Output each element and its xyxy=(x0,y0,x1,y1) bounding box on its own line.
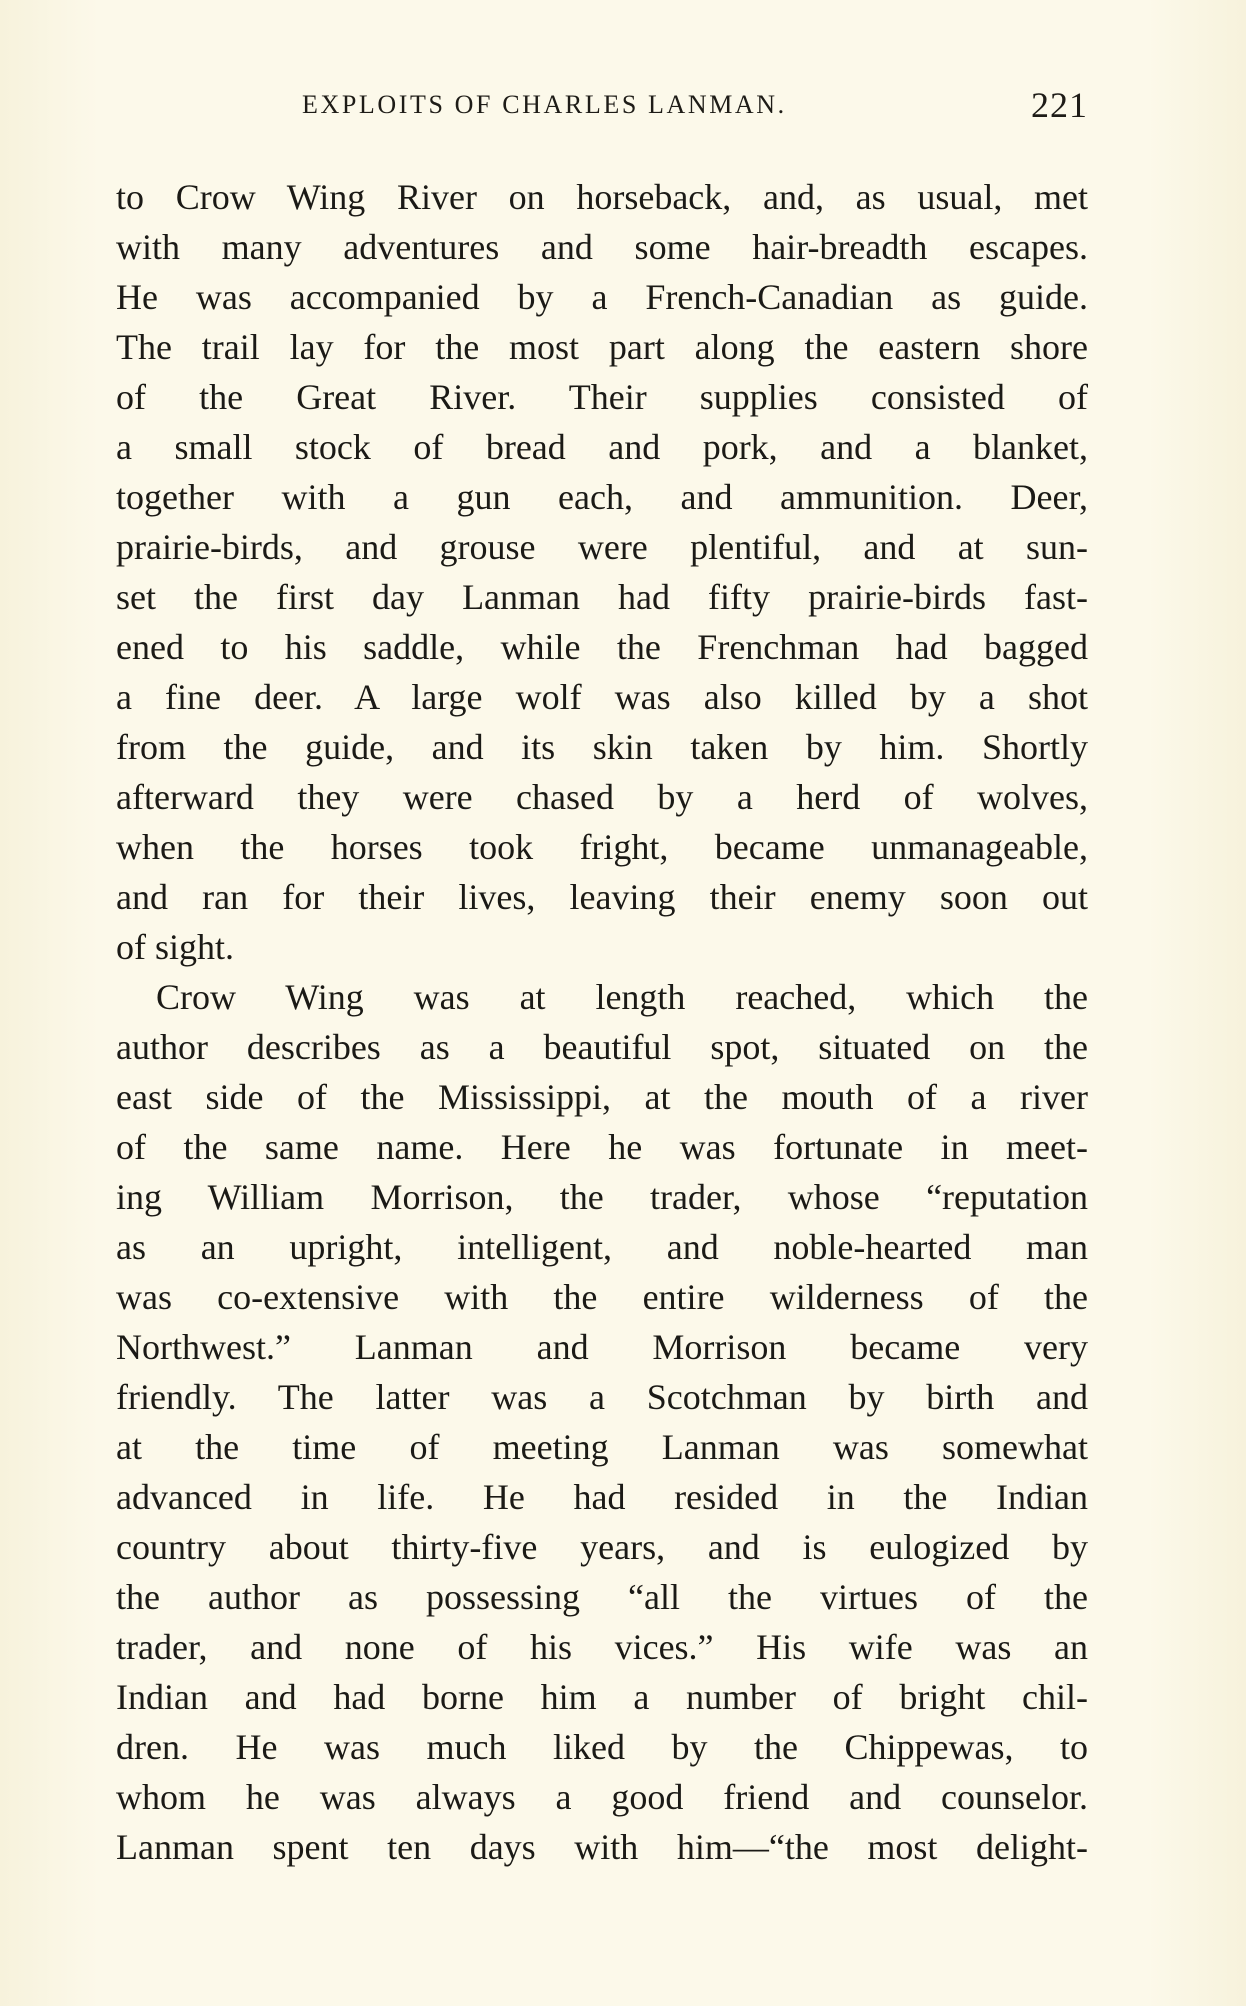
text-line: and ran for their lives, leaving their enemy soon out xyxy=(116,877,1088,917)
page-number: 221 xyxy=(1031,85,1088,125)
text-line: the author as possessing “all the virtues of the xyxy=(116,1577,1088,1617)
text-line: advanced in life. He had resided in the Indian xyxy=(116,1477,1088,1517)
text-line: dren. He was much liked by the Chippewas, to xyxy=(116,1727,1088,1767)
text-line: with many adventures and some hair-breadth escapes. xyxy=(116,227,1088,267)
text-line: country about thirty-five years, and is eulogized by xyxy=(116,1527,1088,1567)
text-line: friendly. The latter was a Scotchman by birth and xyxy=(116,1377,1088,1417)
text-line: Lanman spent ten days with him—“the most delight- xyxy=(116,1827,1088,1867)
text-line: ened to his saddle, while the Frenchman had bagged xyxy=(116,627,1088,667)
text-line: afterward they were chased by a herd of wolves, xyxy=(116,777,1088,817)
text-line: Crow Wing was at length reached, which the xyxy=(156,977,1088,1017)
text-line: set the first day Lanman had fifty prairie-birds fast- xyxy=(116,577,1088,617)
text-line: He was accompanied by a French-Canadian as guide. xyxy=(116,277,1088,317)
text-line: of sight. xyxy=(116,927,235,967)
text-line: of the same name. Here he was fortunate in meet- xyxy=(116,1127,1088,1167)
text-line: at the time of meeting Lanman was somewhat xyxy=(116,1427,1088,1467)
text-line: author describes as a beautiful spot, situated on the xyxy=(116,1027,1088,1067)
text-line: together with a gun each, and ammunition. Deer, xyxy=(116,477,1088,517)
text-line: Indian and had borne him a number of bright chil- xyxy=(116,1677,1088,1717)
text-line: ing William Morrison, the trader, whose “reputation xyxy=(116,1177,1088,1217)
running-head xyxy=(116,84,1088,128)
text-line: Northwest.” Lanman and Morrison became very xyxy=(116,1327,1088,1367)
paragraph xyxy=(116,172,1088,972)
text-line: a small stock of bread and pork, and a blanket, xyxy=(116,427,1088,467)
running-title: EXPLOITS OF CHARLES LANMAN. xyxy=(302,90,787,119)
text-line: a fine deer. A large wolf was also killed by a shot xyxy=(116,677,1088,717)
text-line: was co-extensive with the entire wilderness of the xyxy=(116,1277,1088,1317)
text-line: to Crow Wing River on horseback, and, as usual, met xyxy=(116,177,1088,217)
body-text xyxy=(116,172,1088,1872)
paragraph xyxy=(116,972,1088,1872)
text-line: of the Great River. Their supplies consisted of xyxy=(116,377,1088,417)
text-line: east side of the Mississippi, at the mouth of a river xyxy=(116,1077,1088,1117)
text-line: when the horses took fright, became unmanageable, xyxy=(116,827,1088,867)
text-line: trader, and none of his vices.” His wife was an xyxy=(116,1627,1088,1667)
text-line: as an upright, intelligent, and noble-hearted man xyxy=(116,1227,1088,1267)
text-line: whom he was always a good friend and counselor. xyxy=(116,1777,1088,1817)
text-line: The trail lay for the most part along the eastern shore xyxy=(116,327,1088,367)
text-line: prairie-birds, and grouse were plentiful, and at sun- xyxy=(116,527,1088,567)
text-line: from the guide, and its skin taken by him. Shortly xyxy=(116,727,1088,767)
